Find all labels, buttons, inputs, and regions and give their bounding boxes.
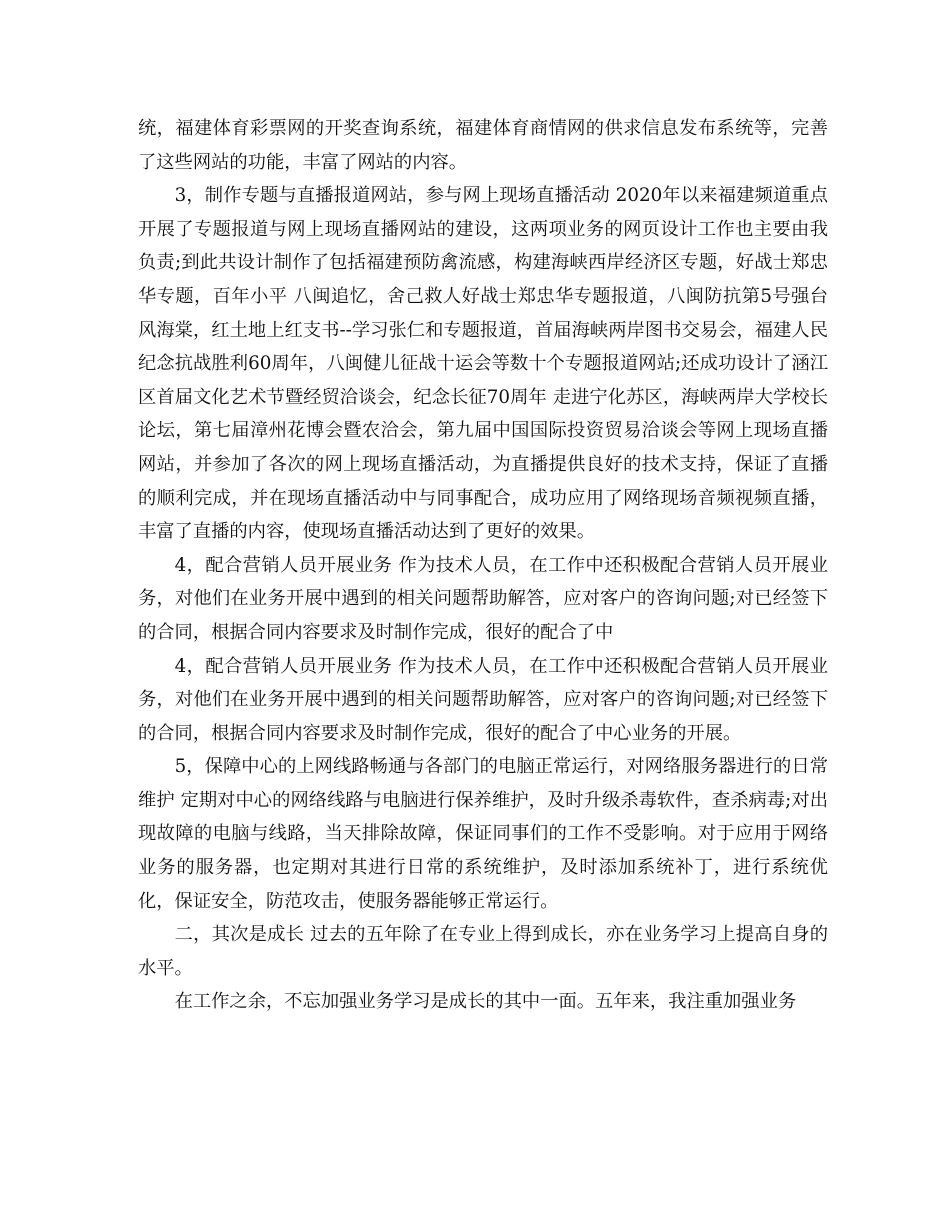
document-body	[138, 112, 828, 1019]
paragraph: 4，配合营销人员开展业务 作为技术人员，在工作中还积极配合营销人员开展业务，对他们在业务开展中遇到的相关问题帮助解答，应对客户的咨询问题;对已经签下的合同，根据合同内容要求及时制作完成，很好的配合了中心业务的开展。	[138, 655, 828, 744]
paragraph: 3，制作专题与直播报道网站，参与网上现场直播活动 2020年以来福建频道重点开展了专题报道与网上现场直播网站的建设，这两项业务的网页设计工作也主要由我负责;到此共设计制作了包括福建预防禽流感，构建海峡西岸经济区专题，好战士郑忠华专题，百年小平 八闽追忆，舍己救人好战士郑忠华专题报道，八闽防抗第5号强台风海棠，红土地上红支书--学习张仁和专题报道，首届海峡两岸图书交易会，福建人民纪念抗战胜利60周年，八闽健儿征战十运会等数十个专题报道网站;还成功设计了涵江区首届文化艺术节暨经贸洽谈会，纪念长征70周年 走进宁化苏区，海峡两岸大学校长论坛，第七届漳州花博会暨农洽会，第九届中国国际投资贸易洽谈会等网上现场直播网站，并参加了各次的网上现场直播活动，为直播提供良好的技术支持，保证了直播的顺利完成，并在现场直播活动中与同事配合，成功应用了网络现场音频视频直播，丰富了直播的内容，使现场直播活动达到了更好的效果。	[138, 185, 828, 543]
paragraph: 4，配合营销人员开展业务 作为技术人员，在工作中还积极配合营销人员开展业务，对他们在业务开展中遇到的相关问题帮助解答，应对客户的咨询问题;对已经签下的合同，根据合同内容要求及时制作完成，很好的配合了中	[138, 554, 828, 643]
paragraph: 二，其次是成长 过去的五年除了在专业上得到成长，亦在业务学习上提高自身的水平。	[138, 924, 828, 979]
paragraph: 统，福建体育彩票网的开奖查询系统，福建体育商情网的供求信息发布系统等，完善了这些网站的功能，丰富了网站的内容。	[138, 118, 828, 173]
paragraph: 5，保障中心的上网线路畅通与各部门的电脑正常运行，对网络服务器进行的日常维护 定期对中心的网络线路与电脑进行保养维护，及时升级杀毒软件，查杀病毒;对出现故障的电脑与线路，当天排除故障，保证同事们的工作不受影响。对于应用于网络业务的服务器，也定期对其进行日常的系统维护，及时添加系统补丁，进行系统优化，保证安全，防范攻击，使服务器能够正常运行。	[138, 756, 828, 912]
paragraph: 在工作之余，不忘加强业务学习是成长的其中一面。五年来，我注重加强业务	[174, 991, 797, 1013]
